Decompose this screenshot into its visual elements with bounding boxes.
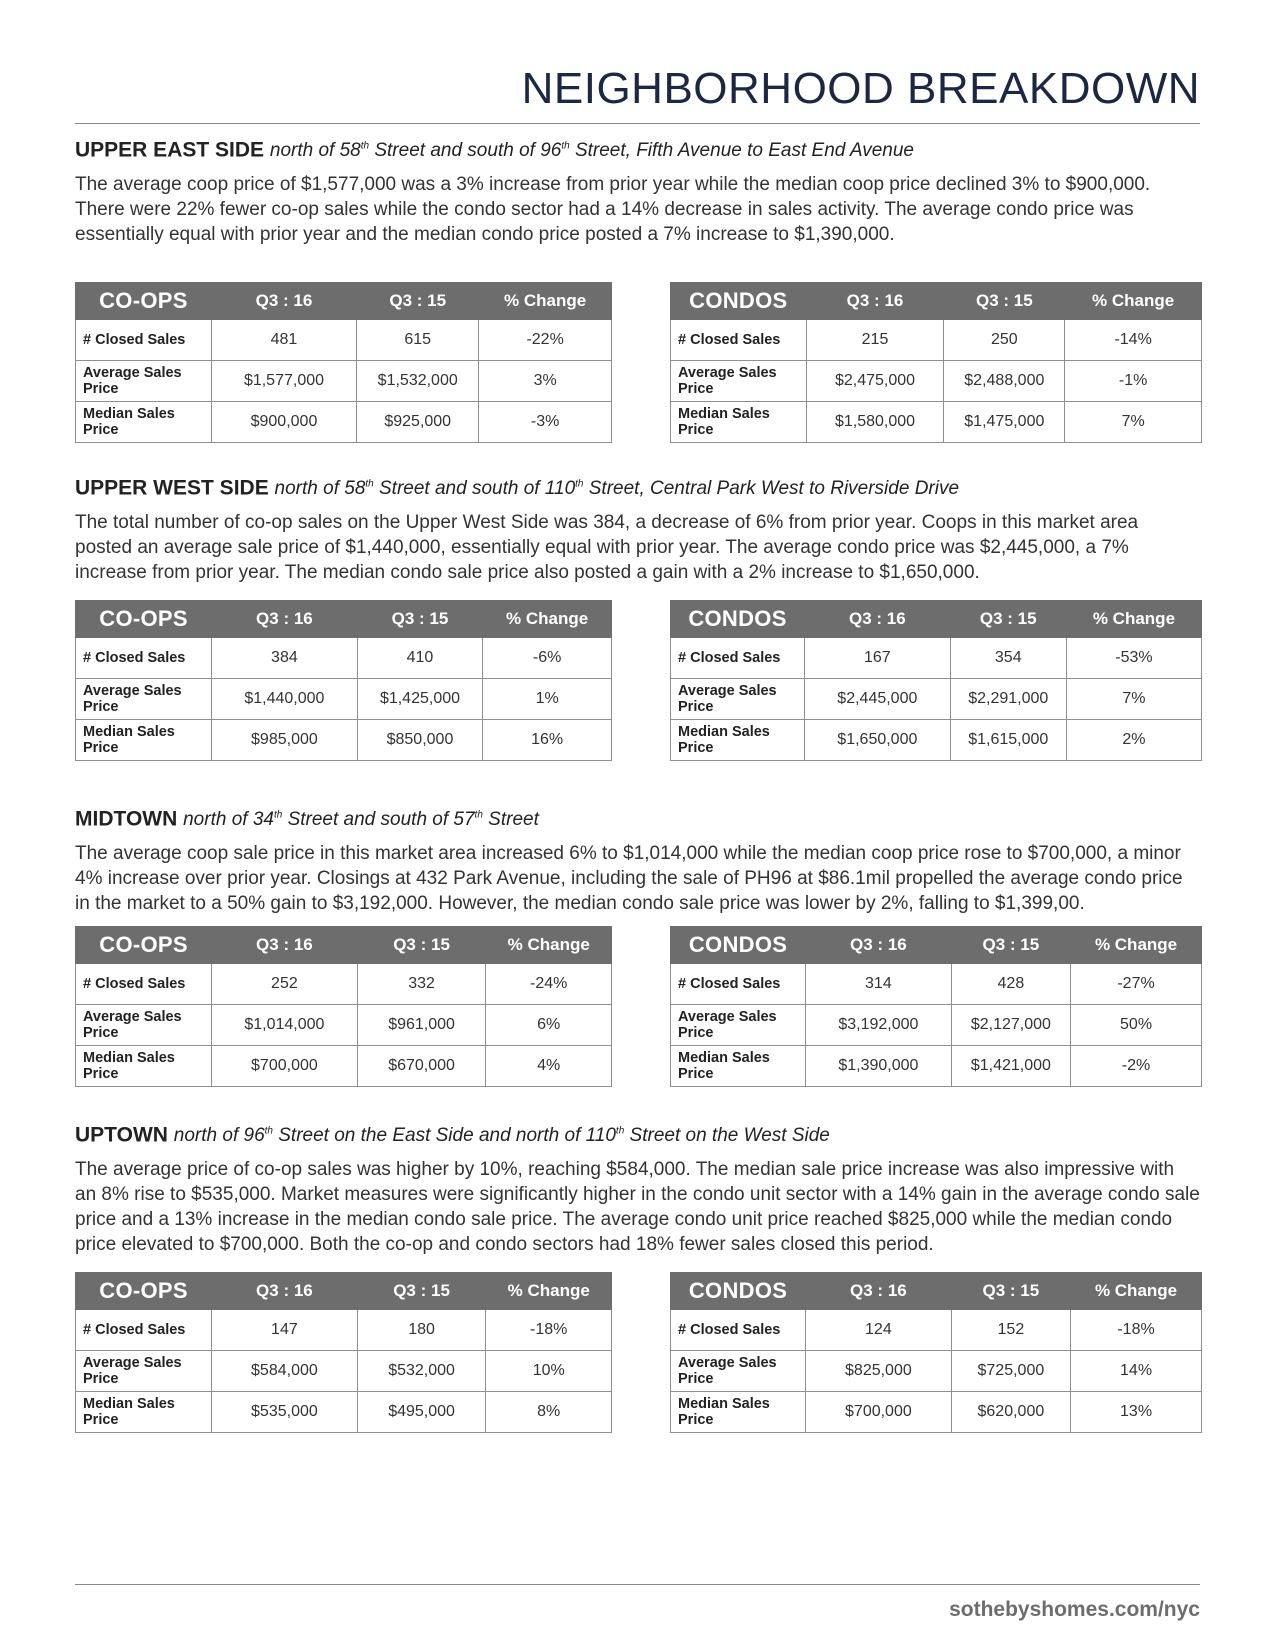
row-label: Median Sales Price	[671, 1392, 806, 1433]
ordinal-suffix: th	[474, 810, 483, 821]
row-label: Median Sales Price	[671, 720, 805, 761]
coops-table-title: CO-OPS	[76, 927, 212, 964]
table-cell: $700,000	[806, 1392, 952, 1433]
table-cell: 13%	[1071, 1392, 1202, 1433]
table-row	[76, 638, 612, 679]
row-label: # Closed Sales	[76, 964, 212, 1005]
boundary-text: Street, Central Park West to Riverside Drive	[583, 478, 960, 500]
table-cell: 6%	[486, 1005, 612, 1046]
table-cell: 3%	[479, 361, 612, 402]
table-row	[671, 1310, 1202, 1351]
table-cell: 215	[806, 320, 944, 361]
boundary-text: Street, Fifth Avenue to East End Avenue	[569, 140, 915, 162]
row-label: Median Sales Price	[76, 1046, 212, 1087]
table-cell: 384	[212, 638, 358, 679]
row-label: Median Sales Price	[76, 720, 212, 761]
table-row	[671, 638, 1202, 679]
table-cell: 2%	[1066, 720, 1201, 761]
footer-divider	[75, 1584, 1200, 1585]
table-cell: -27%	[1071, 964, 1202, 1005]
condos-table-title: CONDOS	[671, 927, 806, 964]
table-cell: $1,577,000	[211, 361, 356, 402]
coops-table-title: CO-OPS	[76, 1273, 212, 1310]
section-summary: The average coop price of $1,577,000 was a 3% increase from prior year while the median coop price declined 3% to $900,000. There were 22% fewer co-op sales while the condo sector had a 14% decrease in sales activity. The average condo price was essentially equal with prior year and the median condo price posted a 7% increase to $1,390,000.	[75, 174, 1151, 246]
condos-table	[670, 600, 1202, 761]
section-heading	[75, 803, 1200, 833]
table-cell: $1,532,000	[357, 361, 479, 402]
table-header-row	[76, 283, 612, 320]
section-summary: The average price of co-op sales was higher by 10%, reaching $584,000. The median sale price increase was also impressive with an 8% rise to $535,000. Market measures were significantly higher in the condo unit sector with a 14% gain in the average condo sale price and a 13% increase in the median condo sale price. The average condo unit price reached $825,000 while the median condo price elevated to $700,000. Both the co-op and condo sectors had 18% fewer sales closed this period.	[75, 1159, 1200, 1256]
row-label: # Closed Sales	[76, 638, 212, 679]
table-cell: 167	[805, 638, 951, 679]
table-cell: -53%	[1066, 638, 1201, 679]
column-header-q3-16: Q3 : 16	[806, 283, 944, 320]
table-cell: 1%	[483, 679, 612, 720]
column-header-q3-16: Q3 : 16	[806, 927, 952, 964]
table-cell: 410	[357, 638, 483, 679]
table-cell: $985,000	[212, 720, 358, 761]
column-header-q3-16: Q3 : 16	[806, 1273, 952, 1310]
table-row	[671, 720, 1202, 761]
row-label: # Closed Sales	[671, 964, 806, 1005]
column-header-change: % Change	[479, 283, 612, 320]
table-cell: 354	[950, 638, 1066, 679]
row-label: Median Sales Price	[76, 402, 212, 443]
table-header-row	[671, 927, 1202, 964]
table-cell: 428	[951, 964, 1070, 1005]
table-cell: 250	[944, 320, 1065, 361]
column-header-change: % Change	[1071, 1273, 1202, 1310]
table-cell: $850,000	[357, 720, 483, 761]
table-header-row	[76, 927, 612, 964]
column-header-q3-15: Q3 : 15	[357, 283, 479, 320]
ordinal-suffix: th	[273, 810, 283, 821]
table-cell: 14%	[1071, 1351, 1202, 1392]
table-cell: $925,000	[357, 402, 479, 443]
table-cell: $1,425,000	[357, 679, 483, 720]
boundary-description	[275, 478, 959, 499]
column-header-change: % Change	[486, 927, 612, 964]
table-cell: $1,475,000	[944, 402, 1065, 443]
table-cell: $535,000	[212, 1392, 358, 1433]
column-header-q3-16: Q3 : 16	[211, 283, 356, 320]
boundary-text: Street and south of 110	[373, 478, 576, 500]
column-header-q3-15: Q3 : 15	[357, 1273, 486, 1310]
neighborhood-name: UPPER WEST SIDE	[75, 476, 269, 500]
table-row	[671, 1392, 1202, 1433]
ordinal-suffix: th	[561, 141, 570, 152]
table-header-row	[76, 601, 612, 638]
table-cell: 314	[806, 964, 952, 1005]
table-cell: -1%	[1065, 361, 1202, 402]
boundary-text: Street and south of 57	[282, 809, 475, 831]
footer-url[interactable]: sothebyshomes.com/nyc	[949, 1598, 1200, 1621]
boundary-text: north of 96	[173, 1125, 265, 1147]
boundary-description	[183, 809, 539, 830]
table-cell: 152	[951, 1310, 1070, 1351]
column-header-change: % Change	[1071, 927, 1202, 964]
column-header-change: % Change	[486, 1273, 612, 1310]
column-header-change: % Change	[1065, 283, 1202, 320]
column-header-q3-15: Q3 : 15	[944, 283, 1065, 320]
table-row	[76, 402, 612, 443]
table-cell: 10%	[486, 1351, 612, 1392]
table-header-row	[671, 1273, 1202, 1310]
page-title: NEIGHBORHOOD BREAKDOWN	[521, 64, 1200, 113]
condos-table	[670, 1272, 1202, 1433]
table-cell: $532,000	[357, 1351, 486, 1392]
table-cell: 7%	[1066, 679, 1201, 720]
ordinal-suffix: th	[365, 479, 374, 490]
column-header-q3-16: Q3 : 16	[212, 927, 358, 964]
column-header-q3-15: Q3 : 15	[357, 601, 483, 638]
column-header-q3-15: Q3 : 15	[951, 927, 1070, 964]
ordinal-suffix: th	[615, 1126, 625, 1137]
title-divider	[75, 123, 1200, 124]
table-cell: -22%	[479, 320, 612, 361]
table-row	[76, 720, 612, 761]
coops-table	[75, 926, 612, 1087]
table-cell: -3%	[479, 402, 612, 443]
table-row	[671, 1046, 1202, 1087]
row-label: Average Sales Price	[671, 361, 807, 402]
table-cell: $825,000	[806, 1351, 952, 1392]
table-cell: $1,580,000	[806, 402, 944, 443]
section-summary: The total number of co-op sales on the Upper West Side was 384, a decrease of 6% from prior year. Coops in this market area posted an average sale price of $1,440,000, essentially equal with prior year. The average condo price was $2,445,000, a 7% increase from prior year. The median condo sale price also posted a gain with a 2% increase to $1,650,000.	[75, 512, 1139, 584]
table-row	[671, 1005, 1202, 1046]
table-cell: -14%	[1065, 320, 1202, 361]
coops-table-title: CO-OPS	[76, 283, 212, 320]
condos-table-title: CONDOS	[671, 601, 805, 638]
condos-table	[670, 926, 1202, 1087]
section-heading	[75, 1119, 1200, 1149]
table-cell: 124	[806, 1310, 952, 1351]
table-row	[671, 964, 1202, 1005]
row-label: Median Sales Price	[671, 1046, 806, 1087]
table-cell: 7%	[1065, 402, 1202, 443]
row-label: Average Sales Price	[76, 679, 212, 720]
table-cell: 50%	[1071, 1005, 1202, 1046]
ordinal-suffix: th	[575, 479, 584, 490]
table-cell: 332	[357, 964, 486, 1005]
section-heading	[75, 134, 1200, 164]
coops-table	[75, 1272, 612, 1433]
column-header-q3-16: Q3 : 16	[212, 601, 358, 638]
table-cell: 481	[211, 320, 356, 361]
row-label: Average Sales Price	[76, 361, 212, 402]
table-cell: 16%	[483, 720, 612, 761]
table-cell: $1,650,000	[805, 720, 951, 761]
neighborhood-name: MIDTOWN	[75, 807, 178, 831]
table-cell: $584,000	[212, 1351, 358, 1392]
table-cell: $700,000	[212, 1046, 358, 1087]
neighborhood-name: UPTOWN	[75, 1123, 168, 1147]
ordinal-suffix: th	[360, 141, 370, 152]
boundary-text: north of 58	[269, 140, 361, 162]
table-cell: $1,421,000	[951, 1046, 1070, 1087]
table-cell: $1,615,000	[950, 720, 1066, 761]
section-summary: The average coop sale price in this market area increased 6% to $1,014,000 while the median coop price rose to $700,000, a minor 4% increase over prior year. Closings at 432 Park Avenue, including the sale of PH96 at $86.1mil propelled the average condo price in the market to a 50% gain to $3,192,000. However, the median condo sale price was lower by 2%, falling to $1,399,00.	[75, 843, 1183, 915]
coops-table-title: CO-OPS	[76, 601, 212, 638]
table-row	[76, 1046, 612, 1087]
row-label: # Closed Sales	[76, 1310, 212, 1351]
table-row	[76, 1005, 612, 1046]
table-cell: -18%	[486, 1310, 612, 1351]
table-cell: -6%	[483, 638, 612, 679]
table-row	[76, 964, 612, 1005]
table-cell: 147	[212, 1310, 358, 1351]
table-cell: $725,000	[951, 1351, 1070, 1392]
boundary-text: Street and south of 96	[369, 140, 562, 162]
column-header-change: % Change	[1066, 601, 1201, 638]
table-cell: $495,000	[357, 1392, 486, 1433]
table-header-row	[671, 283, 1202, 320]
column-header-q3-16: Q3 : 16	[212, 1273, 358, 1310]
boundary-text: north of 34	[183, 809, 274, 831]
table-cell: $2,127,000	[951, 1005, 1070, 1046]
table-cell: $900,000	[211, 402, 356, 443]
boundary-text: Street on the West Side	[624, 1125, 830, 1147]
row-label: Average Sales Price	[671, 1005, 806, 1046]
row-label: # Closed Sales	[671, 320, 807, 361]
table-cell: $670,000	[357, 1046, 486, 1087]
table-row	[76, 361, 612, 402]
table-cell: $1,014,000	[212, 1005, 358, 1046]
table-cell: $620,000	[951, 1392, 1070, 1433]
table-cell: $2,445,000	[805, 679, 951, 720]
table-row	[671, 320, 1202, 361]
table-row	[671, 1351, 1202, 1392]
table-cell: 4%	[486, 1046, 612, 1087]
table-cell: $1,390,000	[806, 1046, 952, 1087]
column-header-q3-15: Q3 : 15	[950, 601, 1066, 638]
table-row	[671, 361, 1202, 402]
section-midtown	[75, 803, 1200, 916]
row-label: Median Sales Price	[671, 402, 807, 443]
section-heading	[75, 472, 1200, 502]
table-row	[76, 1351, 612, 1392]
ordinal-suffix: th	[264, 1126, 273, 1137]
neighborhood-name: UPPER EAST SIDE	[75, 138, 265, 162]
column-header-q3-15: Q3 : 15	[951, 1273, 1070, 1310]
table-cell: $961,000	[357, 1005, 486, 1046]
row-label: Average Sales Price	[671, 1351, 806, 1392]
table-cell: 180	[357, 1310, 486, 1351]
column-header-q3-15: Q3 : 15	[357, 927, 486, 964]
section-uptown	[75, 1119, 1200, 1257]
table-cell: $2,488,000	[944, 361, 1065, 402]
table-row	[671, 679, 1202, 720]
column-header-change: % Change	[483, 601, 612, 638]
row-label: Average Sales Price	[76, 1005, 212, 1046]
table-row	[671, 402, 1202, 443]
row-label: # Closed Sales	[671, 1310, 806, 1351]
row-label: # Closed Sales	[671, 638, 805, 679]
table-row	[76, 320, 612, 361]
condos-table	[670, 282, 1202, 443]
row-label: Average Sales Price	[76, 1351, 212, 1392]
coops-table	[75, 282, 612, 443]
column-header-q3-16: Q3 : 16	[805, 601, 951, 638]
table-row	[76, 679, 612, 720]
table-cell: $1,440,000	[212, 679, 358, 720]
table-cell: 615	[357, 320, 479, 361]
table-cell: 252	[212, 964, 358, 1005]
row-label: # Closed Sales	[76, 320, 212, 361]
table-row	[76, 1310, 612, 1351]
section-upper-west-side	[75, 472, 1200, 585]
table-cell: -24%	[486, 964, 612, 1005]
table-row	[76, 1392, 612, 1433]
boundary-description	[174, 1125, 830, 1146]
row-label: Median Sales Price	[76, 1392, 212, 1433]
condos-table-title: CONDOS	[671, 1273, 806, 1310]
table-cell: -18%	[1071, 1310, 1202, 1351]
table-cell: $2,291,000	[950, 679, 1066, 720]
table-cell: -2%	[1071, 1046, 1202, 1087]
boundary-description	[270, 140, 914, 161]
condos-table-title: CONDOS	[671, 283, 807, 320]
table-cell: $2,475,000	[806, 361, 944, 402]
table-header-row	[76, 1273, 612, 1310]
boundary-text: Street on the East Side and north of 110	[272, 1125, 616, 1147]
table-cell: 8%	[486, 1392, 612, 1433]
section-upper-east-side	[75, 134, 1200, 247]
boundary-text: north of 58	[274, 478, 366, 500]
table-header-row	[671, 601, 1202, 638]
coops-table	[75, 600, 612, 761]
table-cell: $3,192,000	[806, 1005, 952, 1046]
row-label: Average Sales Price	[671, 679, 805, 720]
boundary-text: Street	[482, 809, 539, 831]
